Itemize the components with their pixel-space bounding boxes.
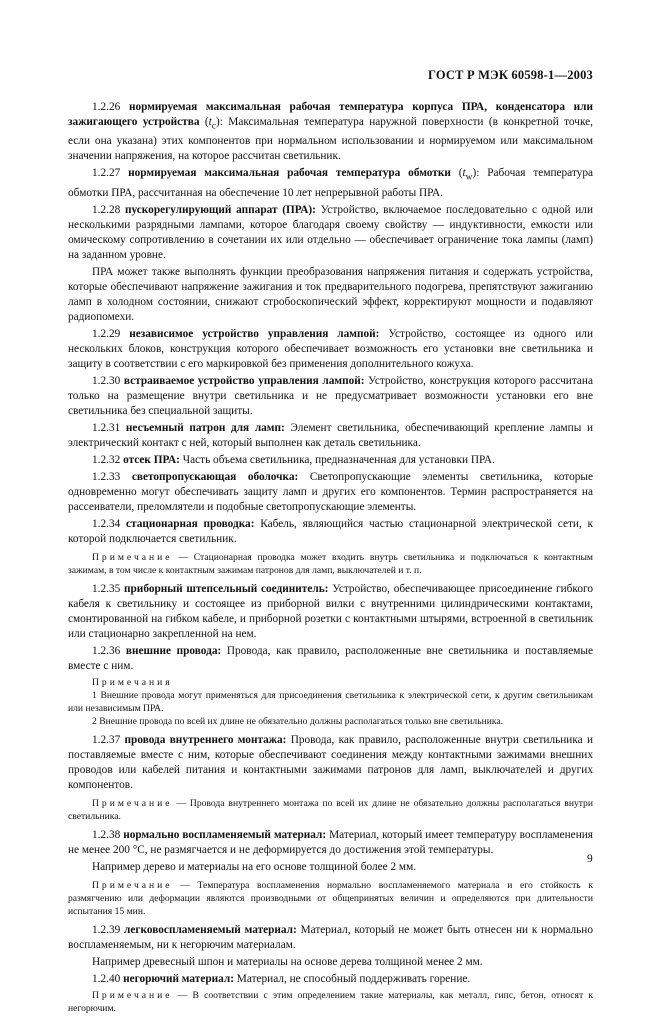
clause-1-2-35	[68, 582, 593, 642]
clause-text: Провода, как правило, расположенные внутри светильника и поставляемые вместе с ним, которые обеспечивают соединения между контактными зажимами внешних проводов или кабелей питания и контактными зажимами патронов для ламп, выключателей и других компонентов.	[68, 733, 593, 791]
clause-text: Материал, который имеет температуру воспламенения не менее 200 °С, не размягчается и не деформируется до достижения этой температуры.	[68, 828, 593, 856]
clause-text: Кабель, являющийся частью стационарной электрической сети, к которой подключается светильник.	[68, 517, 594, 545]
clause-1-2-29	[68, 327, 593, 372]
clause-term: светопропускающая оболочка:	[131, 470, 299, 483]
symbol: t	[208, 116, 212, 128]
note-text: — Температура воспламенения нормально воспламеняемого материала и его стойкость к размягчению или деформации являются производными от общепринятых величин и определяются при длительности испытания 15 мин.	[68, 879, 593, 917]
note-1-2-38	[68, 879, 593, 918]
clause-term: внешние провода:	[125, 644, 222, 657]
clause-term: нормируемая максимальная рабочая температура обмотки	[128, 167, 451, 180]
clause-1-2-26: 1.2.26 нормируемая максимальная рабочая температура корпуса ПРА, конденсатора или зажигающего устройства $(t_c)$: Максимальная температура наружной поверхности (в конкретной точке, если она указана) этих компонентов при нормальном использовании и нормируемом или максимальном значении напряжения, на которое рассчитан светильник.	[68, 101, 594, 163]
clause-number: 1.2.26	[92, 101, 121, 113]
clause-1-2-36	[68, 644, 593, 674]
clause-text: Материал, который не может быть отнесен ни к нормально воспламеняемым, ни к негорючим материалам.	[68, 923, 594, 951]
clause-number: 1.2.31	[92, 421, 121, 434]
clause-number: 1.2.27	[92, 167, 121, 180]
document-header: ГОСТ Р МЭК 60598-1—2003	[428, 68, 593, 82]
note-item: 1 Внешние провода могут применяться для присоединения светильника к электрической сети, к другим светильникам или независимым ПРА.	[68, 689, 593, 714]
clause-1-2-28-continuation: ПРА может также выполнять функции преобразования напряжения питания и содержать устройства, которые обеспечивают напряжение зажигания и ток предварительного подогрева, препятствуют зажиганию ламп в холодном состоянии, снижают стробоскопический эффект, корректируют мощности и подавляют радиопомехи.	[68, 265, 593, 323]
clause-term: негорючий материал:	[123, 972, 234, 985]
note-1-2-37	[68, 797, 593, 823]
clause-term: отсек ПРА:	[123, 453, 180, 466]
clause-term: пускорегулирующий аппарат (ПРА):	[124, 203, 316, 216]
note-1-2-34	[68, 551, 593, 577]
clause-text: Часть объема светильника, предназначенная для установки ПРА.	[179, 453, 495, 466]
clause-term: нормально воспламеняемый материал:	[123, 828, 327, 841]
clause-1-2-34	[68, 517, 593, 547]
clause-number: 1.2.33	[92, 470, 121, 483]
note-1-2-40	[68, 989, 593, 1015]
clause-1-2-33	[68, 470, 593, 515]
clause-term: приборный штепсельный соединитель:	[124, 582, 329, 595]
clause-term: встраиваемое устройство управления лампой:	[123, 374, 365, 387]
clause-1-2-28	[68, 203, 593, 263]
clause-1-2-37	[68, 733, 593, 793]
clause-term: провода внутреннего монтажа:	[124, 733, 287, 746]
note-item: 2 Внешние провода по всей их длине не обязательно должны располагаться только вне светильника.	[92, 715, 504, 727]
clause-text: ): Рабочая температура обмотки ПРА, рассчитанная на обеспечение 10 лет непрерывной работы ПРА.	[68, 167, 593, 199]
clause-term: стационарная проводка:	[126, 517, 255, 530]
clause-term: легковоспламеняемый материал:	[124, 923, 297, 936]
clause-1-2-38-example: Например дерево и материалы на его основе толщиной более 2 мм.	[92, 860, 417, 873]
clause-number: 1.2.40	[92, 972, 121, 985]
clause-number: 1.2.32	[92, 453, 121, 466]
page-number: 9	[587, 853, 593, 865]
clause-number: 1.2.34	[92, 517, 121, 530]
clause-1-2-31	[68, 421, 593, 451]
clause-number: 1.2.37	[92, 733, 121, 746]
notes-label-1-2-36: Примечания	[92, 676, 173, 688]
clause-text: Устройство, состоящее из одного или нескольких блоков, конструкция которого обеспечивает возможность его установки вне светильника и защиту в соответствии с его маркировкой без применения дополнительного кожуха.	[68, 327, 593, 370]
note-label: Примечание	[92, 879, 173, 891]
clause-text: ): Максимальная температура наружной поверхности (в конкретной точке, если она указана) этих компонентов при нормальном использовании и нормируемом или максимальном значении напряжения, на которое рассчитан светильник.	[68, 116, 594, 163]
note-label: Примечание	[92, 551, 173, 563]
clause-1-2-30	[68, 374, 593, 419]
clause-number: 1.2.35	[92, 582, 121, 595]
clause-term: нормируемая максимальная рабочая температура корпуса ПРА, конденсатора или зажигающего устройства	[68, 101, 594, 128]
clause-term: несъемный патрон для ламп:	[125, 421, 285, 434]
clause-text: Устройство, конструкция которого рассчитана только на размещение внутри светильника и не предусматривает возможности установки его вне светильника без специальной защиты.	[68, 374, 593, 417]
clause-number: 1.2.28	[92, 203, 121, 216]
clause-1-2-32	[68, 453, 593, 468]
clause-number: 1.2.30	[92, 374, 121, 387]
clause-text: Устройство, включаемое последовательно с одной или несколькими разрядными лампами, которое благодаря своему свойству — индуктивности, емкости или омическому сопротивлению в сочетании их или отдельно — обеспечивает ограничение тока лампы (ламп) на заданном уровне.	[68, 203, 593, 261]
note-label: Примечание	[92, 797, 173, 809]
document-body	[68, 100, 593, 1020]
clause-text: Светопропускающие элементы светильника, которые одновременно могут обеспечивать защиту ламп и других его компонентов. Термин распространяется на рассеиватели, преломлятели и подобные светопропускающие элементы.	[68, 470, 593, 513]
clause-text: Провода, как правило, расположенные вне светильника и поставляемые вместе с ним.	[68, 644, 593, 672]
note-text: — В соответствии с этим определением такие материалы, как металл, гипс, бетон, относят к негорючим.	[68, 989, 593, 1014]
clause-1-2-40	[68, 972, 593, 987]
clause-text: Элемент светильника, обеспечивающий крепление лампы и электрический контакт с ней, который выполнен как деталь светильника.	[68, 421, 594, 449]
note-text: — Стационарная проводка может входить внутрь светильника и подключаться к контактным зажимам, в том числе к контактным зажимам патронов для ламп, выключателей и т. п.	[68, 551, 593, 576]
clause-number: 1.2.29	[92, 327, 121, 340]
note-text: — Провода внутреннего монтажа по всей их длине не обязательно должны располагаться внутри светильника.	[68, 797, 593, 822]
clause-1-2-39	[68, 923, 593, 953]
note-label: Примечание	[92, 989, 173, 1001]
clause-text: Устройство, обеспечивающее присоединение гибкого кабеля к светильнику и состоящее из приборной вилки с внутренними цилиндрическими контактами, смонтированной на гибком кабеле, и приборной розетки с контактными штырями, встроенной в светильник или стационарно закрепленной на нем.	[68, 582, 593, 640]
clause-1-2-39-example: Например древесный шпон и материалы на основе дерева толщиной менее 2 мм.	[92, 955, 483, 968]
symbol: t	[462, 167, 466, 180]
clause-number: 1.2.38	[92, 828, 121, 841]
clause-text: Материал, не способный поддерживать горение.	[233, 972, 471, 985]
clause-number: 1.2.36	[92, 644, 121, 657]
clause-term: независимое устройство управления лампой:	[129, 327, 380, 340]
clause-1-2-38	[68, 828, 593, 858]
clause-1-2-27: 1.2.27 нормируемая максимальная рабочая температура обмотки $(t_w)$: Рабочая температура обмотки ПРА, рассчитанная на обеспечение 10 лет непрерывной работы ПРА.	[68, 167, 593, 199]
clause-number: 1.2.39	[92, 923, 121, 936]
